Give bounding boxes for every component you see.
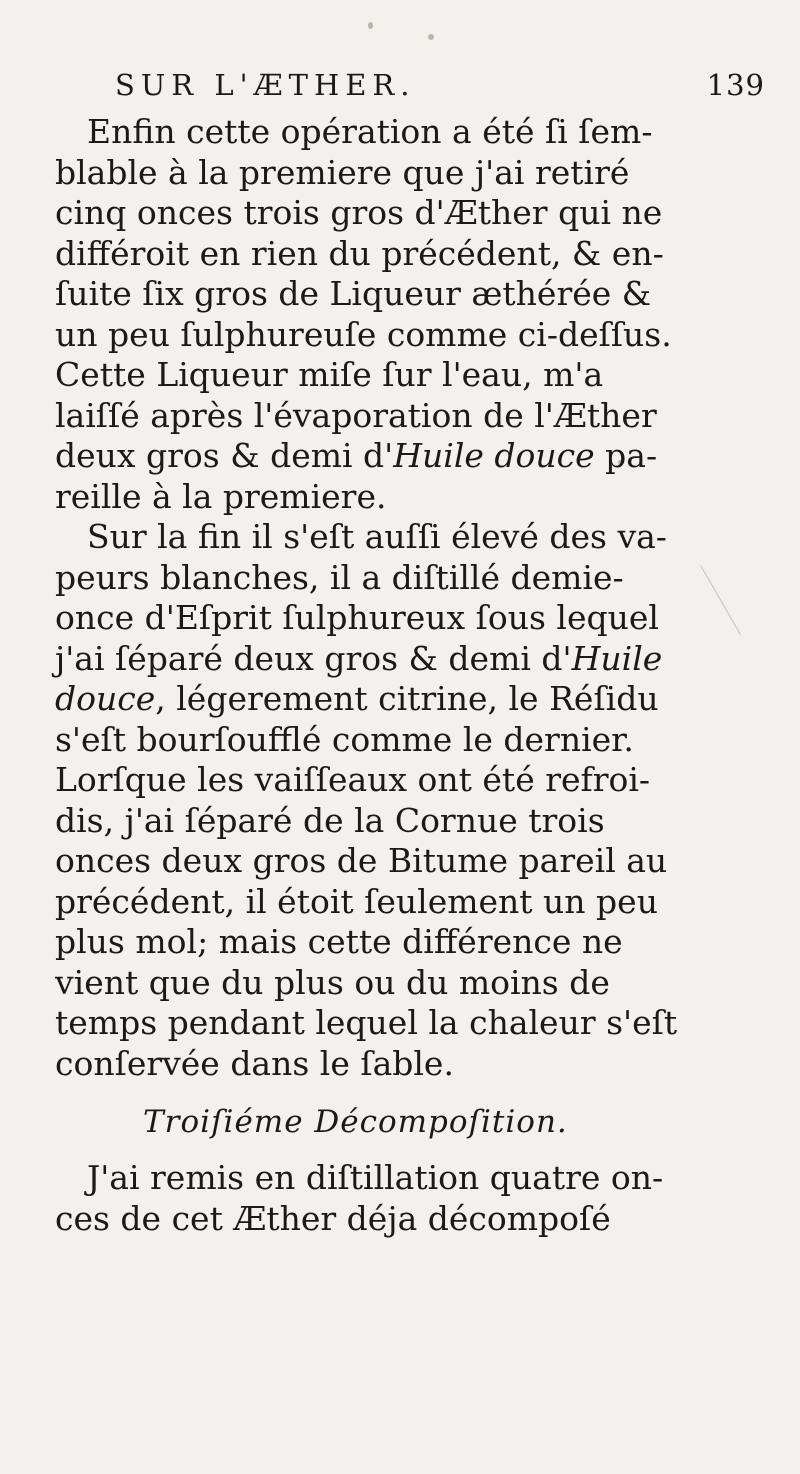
text-line: Sur la fin il s'eſt auſſi élevé des va- bbox=[87, 517, 667, 556]
text-line: temps pendant lequel la chaleur s'eſt bbox=[55, 1003, 678, 1042]
italic-term: Huile bbox=[571, 638, 663, 678]
text-line: dis, j'ai ſéparé de la Cornue trois bbox=[55, 800, 605, 840]
text-line: blable à la premiere que j'ai retiré bbox=[55, 152, 630, 192]
paragraph-3 bbox=[55, 1158, 765, 1239]
text-line: onces deux gros de Bitume pareil au bbox=[55, 841, 668, 880]
text-line: précédent, il étoit ſeulement un peu bbox=[55, 881, 658, 921]
text-line bbox=[55, 436, 765, 477]
text-run: pa- bbox=[594, 436, 658, 475]
text-line: un peu ſulphureuſe comme ci-deſſus. bbox=[55, 314, 672, 354]
page-number: 139 bbox=[706, 68, 765, 102]
ink-speck bbox=[428, 34, 434, 40]
text-line: J'ai remis en diſtillation quatre on- bbox=[87, 1158, 664, 1197]
ink-speck bbox=[368, 22, 373, 29]
text-line: ces de cet Æther déja décompoſé bbox=[55, 1198, 611, 1238]
text-line: reille à la premiere. bbox=[55, 476, 387, 516]
text-run: deux gros & demi d' bbox=[55, 436, 394, 475]
page-content bbox=[55, 68, 765, 1239]
text-line: cinq onces trois gros d'Æther qui ne bbox=[55, 193, 663, 232]
text-line: Lorſque les vaiſſeaux ont été refroi- bbox=[55, 760, 651, 799]
text-run: j'ai ſéparé deux gros & demi d' bbox=[55, 638, 572, 678]
text-line: once d'Eſprit ſulphureux ſous lequel bbox=[55, 598, 659, 637]
text-line: Enfin cette opération a été ſi ſem- bbox=[87, 112, 653, 151]
text-run: , légerement citrine, le Réſidu bbox=[155, 679, 659, 718]
text-line: ſuite ſix gros de Liqueur æthérée & bbox=[55, 274, 652, 313]
paragraph-2 bbox=[55, 517, 765, 1084]
text-line: vient que du plus ou du moins de bbox=[55, 962, 610, 1002]
text-line bbox=[55, 679, 765, 720]
section-title: Troiſiéme Décompoſition. bbox=[143, 1104, 568, 1140]
running-head-title: SUR L'ÆTHER. bbox=[115, 68, 416, 102]
running-head bbox=[55, 68, 765, 112]
paragraph-1 bbox=[55, 112, 765, 517]
text-line: différoit en rien du précédent, & en- bbox=[55, 233, 664, 273]
text-line: conſervée dans le ſable. bbox=[55, 1043, 454, 1083]
italic-term: douce bbox=[55, 679, 156, 718]
text-line: plus mol; mais cette différence ne bbox=[55, 922, 623, 961]
text-line: s'eſt bourſoufflé comme le dernier. bbox=[55, 719, 634, 759]
text-line: laiſſé après l'évaporation de l'Æther bbox=[55, 395, 657, 435]
text-line bbox=[55, 639, 765, 680]
text-line: Cette Liqueur miſe ſur l'eau, m'a bbox=[55, 355, 604, 394]
text-line: peurs blanches, il a diſtillé demie- bbox=[55, 557, 624, 597]
italic-term: Huile douce bbox=[393, 436, 595, 475]
